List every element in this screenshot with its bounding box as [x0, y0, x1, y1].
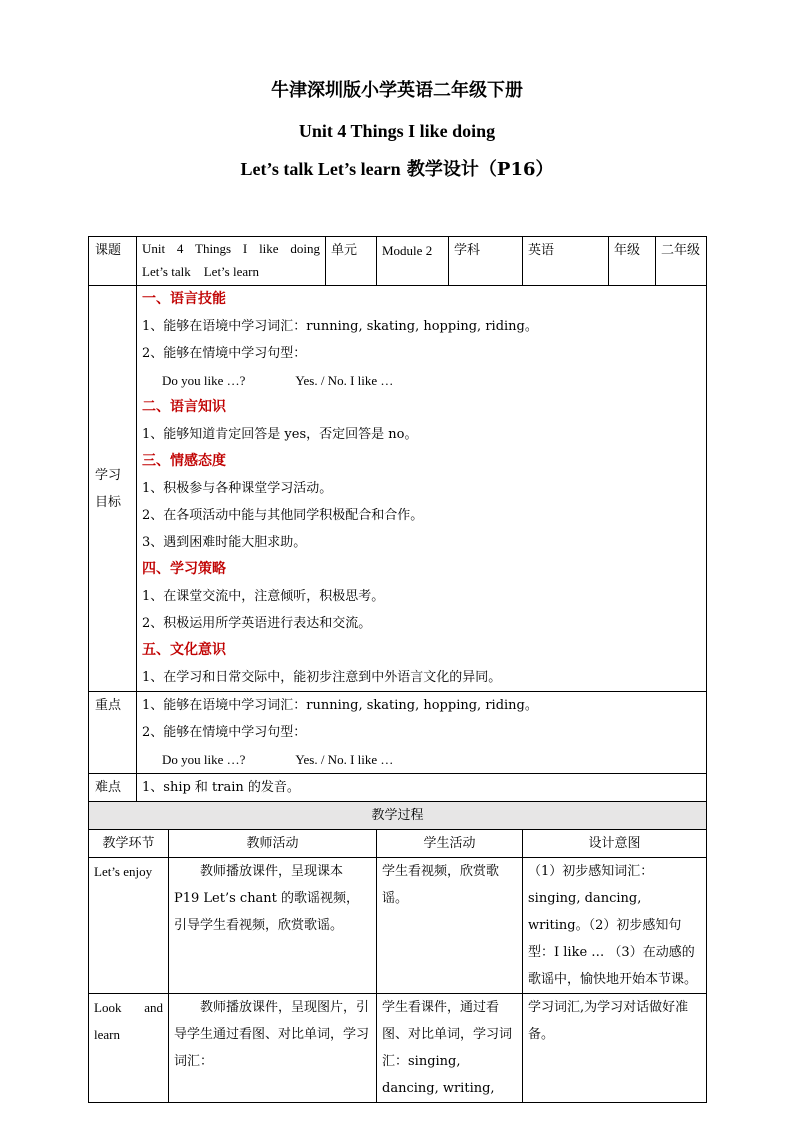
lesson-plan-table	[88, 236, 707, 1103]
design-intent-cell: 学习词汇,为学习对话做好准备。	[523, 994, 707, 1103]
key-points-content	[137, 692, 707, 774]
header-student: 学生活动	[377, 830, 523, 858]
objective-item: 3、遇到困难时能大胆求助。	[142, 535, 307, 550]
difficult-points-row	[89, 774, 707, 802]
objective-item: 1、能够在语境中学习词汇：running, skating, hopping, riding。	[142, 319, 538, 334]
section-language-knowledge: 二、语言知识	[142, 399, 226, 415]
section-strategy: 四、学习策略	[142, 561, 226, 577]
objectives-content	[137, 286, 707, 692]
header-teacher: 教师活动	[169, 830, 377, 858]
subject-label: 学科	[449, 237, 523, 286]
stage-line1	[94, 994, 163, 1021]
objective-item: 2、能够在情境中学习句型：	[142, 346, 307, 361]
key-point-item: 1、能够在语境中学习词汇：running, skating, hopping, riding。	[142, 698, 538, 713]
document-title: 牛津深圳版小学英语二年级下册	[271, 80, 523, 101]
grade-label: 年级	[609, 237, 656, 286]
key-point-item: 2、能够在情境中学习句型：	[142, 725, 307, 740]
objectives-label	[89, 286, 137, 692]
key-points-label: 重点	[89, 692, 137, 774]
objectives-label-line2: 目标	[95, 494, 122, 510]
stage-cell: Let’s enjoy	[89, 858, 169, 994]
section-attitude: 三、情感态度	[142, 453, 226, 469]
process-title: 教学过程	[89, 802, 707, 830]
stage-line2: learn	[94, 1027, 120, 1042]
stage-word: and	[144, 1000, 163, 1015]
course-value-line2: Let’s talk Let’s learn	[142, 264, 259, 279]
sentence-pattern	[142, 746, 701, 773]
stage-cell	[89, 994, 169, 1103]
unit-title: Unit 4 Things I like doing	[298, 121, 496, 141]
teacher-activity-cell: 教师播放课件，呈现图片，引导学生通过看图、对比单词，学习词汇：	[169, 994, 377, 1103]
lesson-title	[0, 152, 794, 187]
document-title-block	[0, 74, 794, 187]
objectives-label-line1: 学习	[95, 467, 122, 483]
lesson-title-en: Let’s talk Let’s learn	[240, 159, 401, 179]
sentence-pattern	[142, 367, 701, 394]
grade-value: 二年级	[656, 237, 707, 286]
section-culture: 五、文化意识	[142, 642, 226, 658]
objective-item: 2、在各项活动中能与其他同学积极配合和合作。	[142, 508, 424, 523]
unit-value: Module 2	[377, 237, 449, 286]
teacher-activity-cell: 教师播放课件，呈现课本 P19 Let’s chant 的歌谣视频，引导学生看视频，欣赏歌谣。	[169, 858, 377, 994]
header-intent: 设计意图	[523, 830, 707, 858]
objective-item: 2、积极运用所学英语进行表达和交流。	[142, 616, 372, 631]
key-points-row	[89, 692, 707, 774]
objective-item: 1、在学习和日常交际中，能初步注意到中外语言文化的异同。	[142, 670, 502, 685]
unit-label: 单元	[326, 237, 377, 286]
student-activity-cell: 学生看课件，通过看图、对比单词，学习词汇：singing, dancing, writing,	[377, 994, 523, 1103]
process-title-row	[89, 802, 707, 830]
pattern-answer: Yes. / No. I like …	[295, 752, 394, 767]
objective-item: 1、积极参与各种课堂学习活动。	[142, 481, 333, 496]
course-label: 课题	[89, 237, 137, 286]
section-language-skills: 一、语言技能	[142, 291, 226, 307]
difficult-point-item: 1、ship 和 train 的发音。	[137, 774, 707, 802]
objective-item: 1、在课堂交流中，注意倾听，积极思考。	[142, 589, 385, 604]
lesson-title-cn: 教学设计（P16）	[400, 159, 554, 180]
objective-item: 1、能够知道肯定回答是 yes，否定回答是 no。	[142, 427, 418, 442]
pattern-question: Do you like …?	[162, 752, 246, 767]
pattern-answer: Yes. / No. I like …	[295, 373, 394, 388]
course-value-line1: Unit 4 Things I like doing	[142, 241, 320, 256]
subject-value: 英语	[523, 237, 609, 286]
pattern-question: Do you like …?	[162, 373, 246, 388]
student-activity-cell: 学生看视频，欣赏歌谣。	[377, 858, 523, 994]
process-row	[89, 858, 707, 994]
design-intent-cell: （1）初步感知词汇：singing, dancing, writing。（2）初步感知句型：I like … （3）在动感的歌谣中，愉快地开始本节课。	[523, 858, 707, 994]
header-stage: 教学环节	[89, 830, 169, 858]
info-row	[89, 237, 707, 286]
objectives-row	[89, 286, 707, 692]
process-header-row	[89, 830, 707, 858]
difficult-points-label: 难点	[89, 774, 137, 802]
stage-word: Look	[94, 1000, 122, 1015]
process-row	[89, 994, 707, 1103]
course-value	[137, 237, 326, 286]
